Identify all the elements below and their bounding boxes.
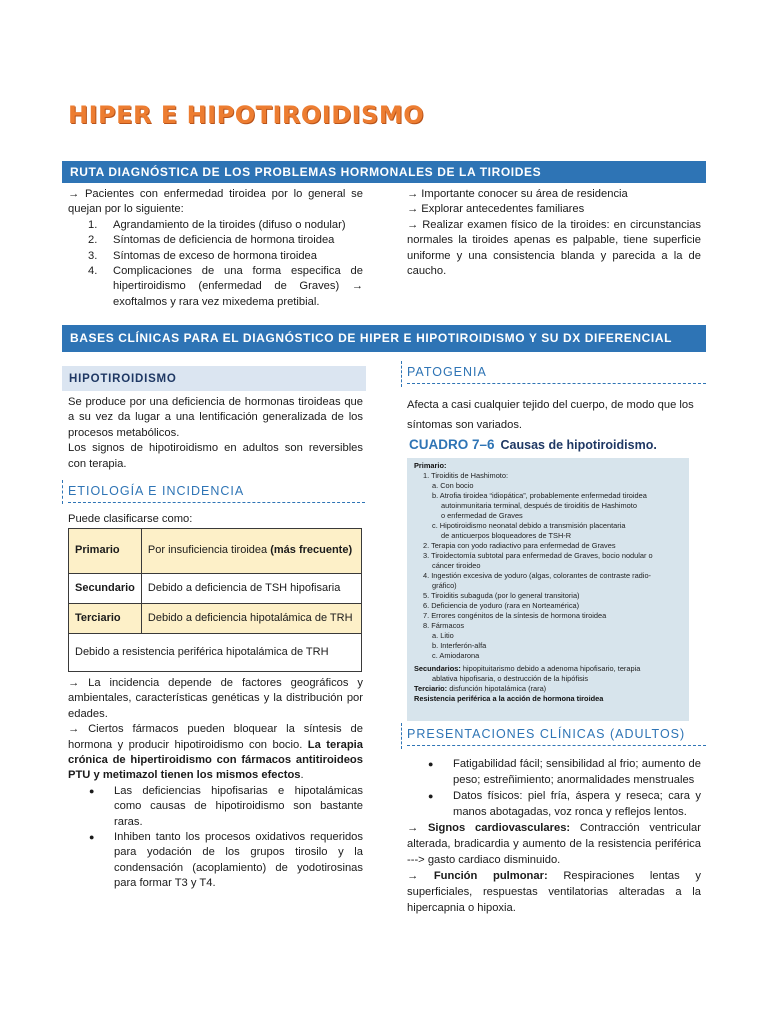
cuadro-line: 4. Ingestión excesiva de yoduro (algas, colorantes de contraste radio- (423, 571, 652, 580)
row-label: Terciario (69, 604, 142, 634)
cuadro-line: cáncer tiroideo (432, 561, 481, 570)
table-row (69, 574, 362, 604)
table-row (69, 634, 362, 672)
presentaciones-bullets (407, 756, 701, 820)
cuadro-line: b. Interferón-alfa (432, 641, 487, 650)
table-row (69, 529, 362, 574)
table-row (69, 604, 362, 634)
cuadro-line: a. Con bocio (432, 481, 474, 490)
cuadro-line: c. Amiodarona (432, 651, 480, 660)
cuadro-line: de anticuerpos bloqueadores de TSH-R (441, 531, 572, 540)
cuadro-line: 5. Tiroiditis subaguda (por lo general transitoria) (423, 591, 580, 600)
list-item: 4. Complicaciones de una forma especifica de hipertiroidismo (enfermedad de Graves) → exoftalmos y rara vez mixedema pretibial. (88, 265, 363, 308)
cuadro-line: 3. Tiroidectomía subtotal para enfermedad de Graves, bocio nodular o (423, 551, 653, 560)
list-item: ● Fatigabilidad fácil; sensibilidad al frio; aumento de peso; estreñimiento; anormalidades menstruales (428, 758, 701, 786)
list-item: 1. Agrandamiento de la tiroides (difuso o nodular) (88, 218, 346, 231)
hipotiroidismo-para: Los signos de hipotiroidismo en adultos son reversibles con terapia. (68, 442, 363, 470)
cuadro-line: autoinmunitaria terminal, después de tiroiditis de Hashimoto (441, 501, 637, 510)
patogenia-heading: PATOGENIA (407, 365, 706, 384)
cuadro-line: o enfermedad de Graves (441, 511, 523, 520)
ruta-left-column (68, 187, 363, 310)
row-label: Primario (69, 529, 142, 574)
ruta-right-line: → Explorar antecedentes familiares (407, 203, 585, 216)
row-desc: Por insuficiencia tiroidea (más frecuente) (141, 529, 361, 574)
etiologia-para: → La incidencia depende de factores geográficos y ambientales, características genéticas y la distribución por edades. (68, 677, 363, 720)
presentaciones-body (407, 756, 701, 916)
row-desc: Debido a deficiencia hipotalámica de TRH (141, 604, 361, 634)
cuadro-line: 7. Errores congénitos de la síntesis de hormona tiroidea (423, 611, 607, 620)
ruta-intro: → Pacientes con enfermedad tiroidea por lo general se quejan por lo siguiente: (68, 188, 363, 216)
etiologia-heading: ETIOLOGÍA E INCIDENCIA (68, 484, 365, 503)
section-heading-ruta: RUTA DIAGNÓSTICA DE LOS PROBLEMAS HORMONALES DE LA TIROIDES (62, 161, 706, 183)
cuadro-lines (414, 471, 682, 661)
list-item: ● Las deficiencias hipofisarias e hipotalámicas como causas de hipotiroidismo son bastante raras. (89, 784, 363, 828)
etiologia-intro: Puede clasificarse como: (68, 513, 193, 525)
etiologia-body (68, 676, 363, 892)
cuadro-number: CUADRO 7–6 (409, 437, 495, 452)
cuadro-line: 2. Terapia con yodo radiactivo para enfermedad de Graves (423, 541, 616, 550)
list-item: 2. Síntomas de deficiencia de hormona tiroidea (88, 234, 335, 247)
etiologia-divider (62, 480, 63, 504)
list-item: ● Inhiben tanto los procesos oxidativos requeridos para yodación de los grupos tirosilo y la condensación (acoplamiento) de yodotirosinas para formar T3 y T4. (89, 831, 363, 890)
cuadro-caption (409, 437, 657, 453)
list-item: ● Datos físicos: piel fría, áspera y reseca; cara y manos abotagadas, voz ronca y reflejos lentos. (428, 790, 701, 818)
row-desc: Debido a deficiencia de TSH hipofisaria (141, 574, 361, 604)
causas-table-image: Primario: 1. Tiroiditis de Hashimoto: a. Con bocio b. Atrofia tiroidea “idiopática”, probablemente enfermedad tiroidea autoinmunitaria terminal, después de tiroiditis de Hashimoto o enfermedad de Graves c. Hipotiroidismo neonatal debido a transmisión placentaria de anticuerpos bloqueadores de TSH-R 2. Terapia con yodo radiactivo para enfermedad de Graves 3. Tiroidectomía subtotal para enfermedad de Graves, bocio nodular o cáncer tiroideo 4. Ingestión excesiva de yoduro (algas, colorantes de contraste radio- gráfico) 5. Tiroiditis subaguda (por lo general transitoria) 6. Deficiencia de yoduro (rara en Norteamérica) 7. Errores congénitos de la síntesis de hormona tiroidea 8. Fármacos a. Litio b. Interferón-alfa c. Amiodarona Secundarios: hipopituitarismo debido a adenoma hipofisario, terapia ablativa hipofisaria, o destrucción de la hipófisis Terciario: disfunción hipotalámica (rara) Resistencia periférica a la acción de hormona tiroidea (407, 458, 689, 721)
ruta-list (68, 218, 363, 310)
patogenia-text: Afecta a casi cualquier tejido del cuerpo, de modo que los síntomas son variados. (407, 399, 694, 431)
ruta-right-line: → Realizar examen físico de la tiroides: en circunstancias normales la tiroides apenas es palpable, tiene superficie uniforme y una consistencia blanda y parecida a la de caucho. (407, 218, 701, 278)
clasificacion-table (68, 528, 362, 672)
cuadro-line: b. Atrofia tiroidea “idiopática”, probablemente enfermedad tiroidea (432, 491, 647, 500)
presentaciones-divider (401, 723, 402, 749)
hipotiroidismo-heading: HIPOTIROIDISMO (62, 366, 366, 391)
row-full: Debido a resistencia periférica hipotalámica de TRH (69, 634, 362, 672)
ruta-right-line: → Importante conocer su área de residencia (407, 188, 628, 200)
page-title: HIPER E HIPOTIROIDISMO (68, 101, 425, 129)
presentaciones-heading: PRESENTACIONES CLÍNICAS (ADULTOS) (407, 727, 706, 746)
etiologia-para: → Ciertos fármacos pueden bloquear la síntesis de hormona y producir hipotiroidismo con bocio. La terapia crónica de hipertiroidismo con fármacos antitiroideos PTU y metimazol tienen los mismos efectos. (68, 723, 363, 782)
section-heading-bases: BASES CLÍNICAS PARA EL DIAGNÓSTICO DE HIPER E HIPOTIROIDISMO Y SU DX DIFERENCIAL (62, 325, 706, 352)
cuadro-caption-text: Causas de hipotiroidismo. (500, 438, 657, 452)
cuadro-line: 8. Fármacos (423, 621, 465, 630)
cardio-para: → Signos cardiovasculares: Contracción ventricular alterada, bradicardia y aumento de la resistencia periférica ---> gasto cardiaco disminuido. (407, 822, 701, 866)
etiologia-bullets (68, 784, 363, 892)
pulmonar-para: → Función pulmonar: Respiraciones lentas y superficiales, respuestas ventilatorias alteradas a la hipercapnia o hipoxia. (407, 870, 701, 914)
list-item: 3. Síntomas de exceso de hormona tiroidea (88, 249, 317, 262)
cuadro-line: 1. Tiroiditis de Hashimoto: (423, 471, 509, 480)
cuadro-line: gráfico) (432, 581, 457, 590)
cuadro-line: 6. Deficiencia de yoduro (rara en Norteamérica) (423, 601, 580, 610)
hipotiroidismo-para: Se produce por una deficiencia de hormonas tiroideas que a su vez da lugar a una lentificación generalizada de los procesos metabólicos. (68, 396, 363, 439)
ruta-right-column (407, 187, 701, 279)
cuadro-line: c. Hipotiroidismo neonatal debido a transmisión placentaria (432, 521, 626, 530)
patogenia-divider (401, 361, 402, 387)
cuadro-line: a. Litio (432, 631, 454, 640)
hipotiroidismo-body (68, 395, 363, 472)
row-label: Secundario (69, 574, 142, 604)
